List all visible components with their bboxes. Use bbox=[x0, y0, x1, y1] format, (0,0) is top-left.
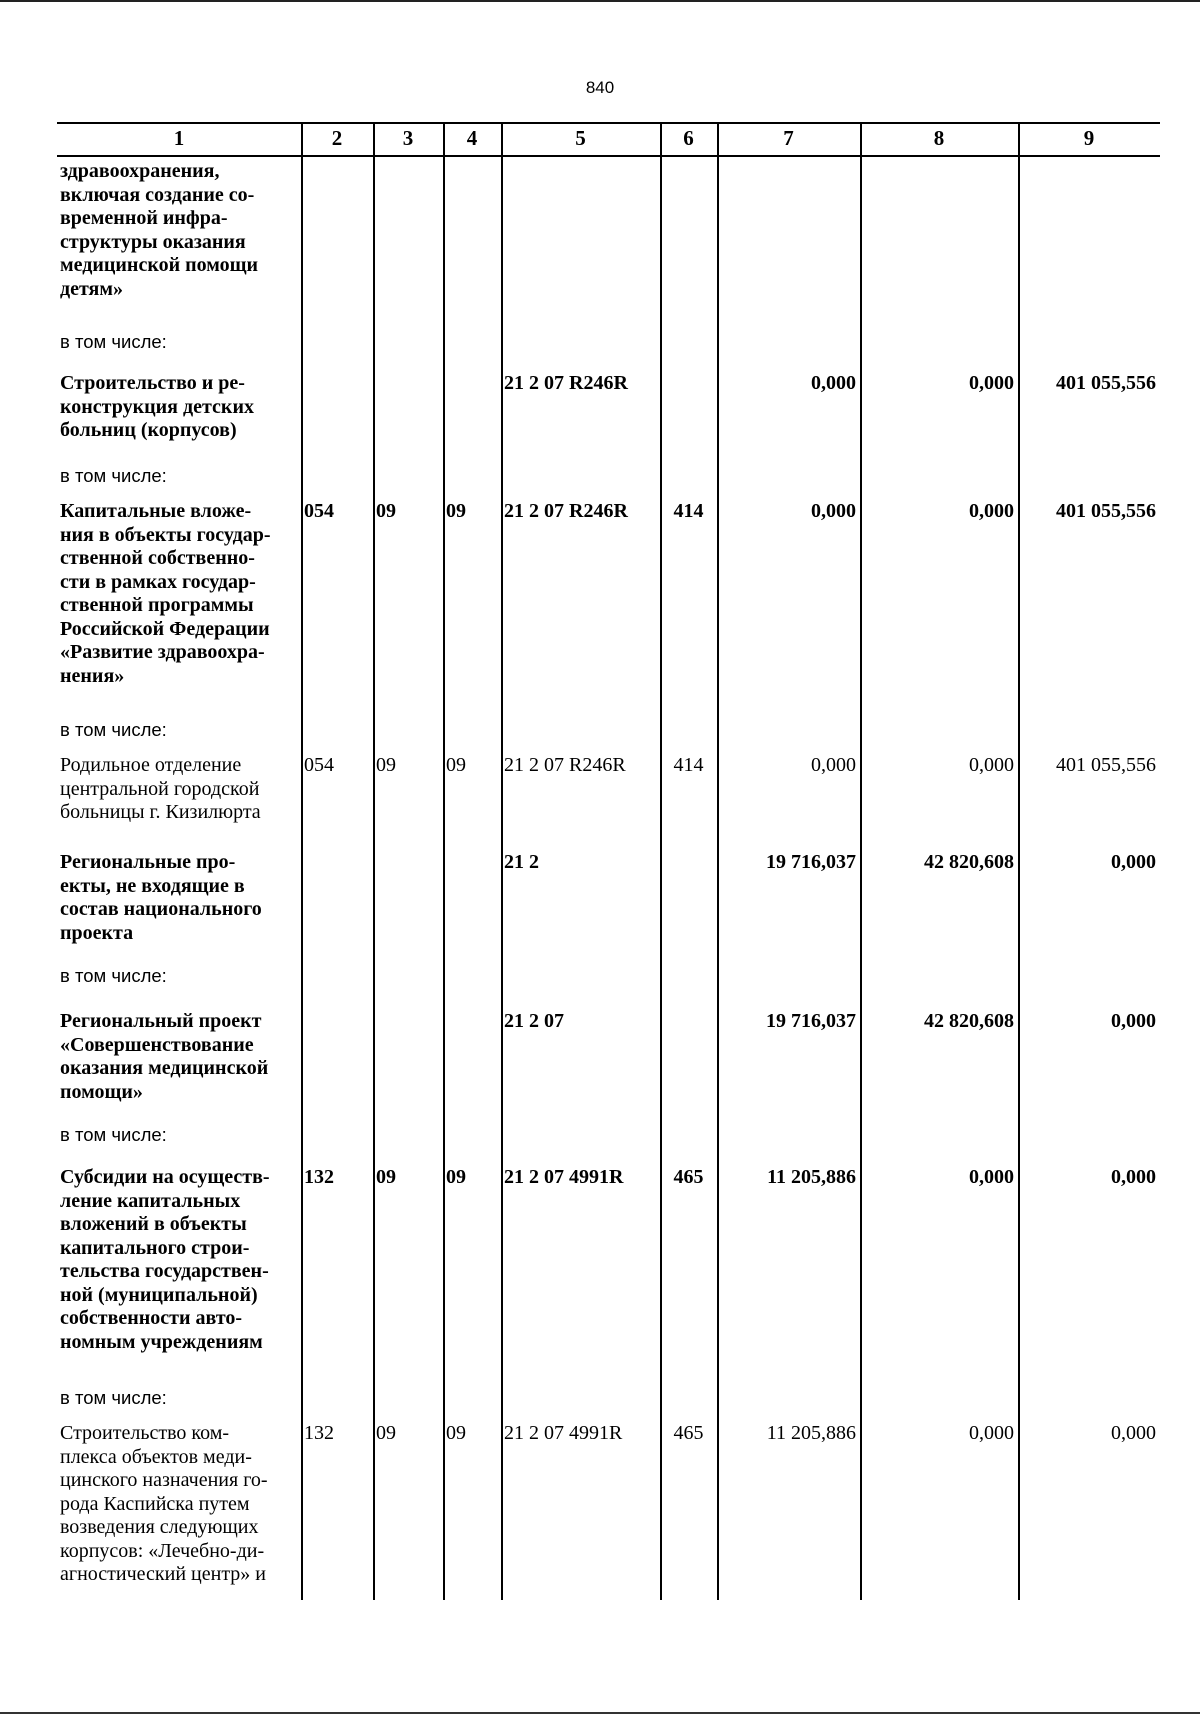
cell-col-5: 21 2 07 4991R bbox=[504, 1166, 624, 1188]
cell-col-2: 132 bbox=[304, 1422, 334, 1444]
column-header-6: 6 bbox=[683, 126, 694, 150]
column-header-2: 2 bbox=[331, 126, 343, 150]
cell-col-9: 0,000 bbox=[1111, 851, 1156, 873]
column-header-8: 8 bbox=[933, 126, 945, 150]
cell-col-3: 09 bbox=[376, 1166, 396, 1188]
cell-col-4: 09 bbox=[446, 1166, 466, 1188]
cell-col-4: 09 bbox=[446, 1422, 466, 1444]
column-header-9: 9 bbox=[1083, 126, 1095, 150]
cell-col-6: 414 bbox=[673, 754, 704, 776]
cell-col-8: 0,000 bbox=[969, 1422, 1014, 1444]
column-divider bbox=[660, 122, 662, 1600]
subsection-label: в том числе: bbox=[60, 331, 167, 352]
row-description: здравоохранения, включая создание со- временной инфра- структуры оказания медицинской помощи детям» bbox=[60, 160, 259, 300]
column-header-1: 1 bbox=[173, 126, 185, 150]
cell-col-6: 465 bbox=[673, 1422, 704, 1444]
column-header-3: 3 bbox=[402, 126, 414, 150]
cell-col-5: 21 2 07 R246R bbox=[504, 754, 626, 776]
row-description: Региональный проект «Совершенствование оказания медицинской помощи» bbox=[60, 1010, 269, 1103]
page-number: 840 bbox=[585, 78, 615, 97]
cell-col-6: 465 bbox=[673, 1166, 704, 1188]
column-divider bbox=[373, 122, 375, 1600]
row-description: Строительство и ре- конструкция детских больниц (корпусов) bbox=[60, 372, 254, 441]
cell-col-3: 09 bbox=[376, 500, 396, 522]
cell-col-7: 11 205,886 bbox=[766, 1422, 856, 1444]
cell-col-9: 401 055,556 bbox=[1056, 372, 1156, 394]
cell-col-9: 401 055,556 bbox=[1056, 754, 1156, 776]
cell-col-8: 0,000 bbox=[969, 372, 1014, 394]
cell-col-8: 42 820,608 bbox=[924, 1010, 1014, 1032]
cell-col-2: 054 bbox=[304, 754, 334, 776]
subsection-label: в том числе: bbox=[60, 719, 167, 740]
cell-col-5: 21 2 07 R246R bbox=[504, 500, 628, 522]
cell-col-4: 09 bbox=[446, 754, 466, 776]
cell-col-9: 0,000 bbox=[1111, 1422, 1156, 1444]
cell-col-4: 09 bbox=[446, 500, 466, 522]
row-description: Региональные про- екты, не входящие в состав национального проекта bbox=[60, 851, 262, 944]
cell-col-7: 0,000 bbox=[811, 500, 856, 522]
cell-col-8: 0,000 bbox=[969, 500, 1014, 522]
cell-col-5: 21 2 07 4991R bbox=[504, 1422, 623, 1444]
scan-edge-top bbox=[0, 0, 1200, 2]
column-divider bbox=[501, 122, 503, 1600]
cell-col-2: 054 bbox=[304, 500, 334, 522]
cell-col-7: 19 716,037 bbox=[766, 1010, 856, 1032]
header-bottom-rule bbox=[57, 155, 1160, 157]
cell-col-5: 21 2 07 bbox=[504, 1010, 564, 1032]
cell-col-9: 401 055,556 bbox=[1056, 500, 1156, 522]
column-header-7: 7 bbox=[783, 126, 794, 150]
row-description: Родильное отделение центральной городской больницы г. Кизилюрта bbox=[60, 754, 261, 823]
subsection-label: в том числе: bbox=[60, 1124, 167, 1145]
cell-col-2: 132 bbox=[304, 1166, 334, 1188]
cell-col-5: 21 2 07 R246R bbox=[504, 372, 628, 394]
cell-col-5: 21 2 bbox=[504, 851, 539, 873]
cell-col-6: 414 bbox=[673, 500, 704, 522]
column-header-4: 4 bbox=[466, 126, 478, 150]
row-description: Капитальные вложе- ния в объекты государ- ственной собственно- сти в рамках государ- ственной программы Российской Федерации «Развитие здравоохра- нения» bbox=[60, 500, 271, 687]
column-divider bbox=[443, 122, 445, 1600]
cell-col-7: 11 205,886 bbox=[767, 1166, 856, 1188]
row-description: Строительство ком- плекса объектов меди- цинского назначения го- рода Каспийска путем возведения следующих корпусов: «Лечебно-ди- агностический центр» и bbox=[60, 1422, 268, 1585]
subsection-label: в том числе: bbox=[60, 465, 167, 486]
column-header-5: 5 bbox=[575, 126, 586, 150]
scan-edge-bottom bbox=[0, 1712, 1200, 1714]
subsection-label: в том числе: bbox=[60, 965, 167, 986]
cell-col-7: 0,000 bbox=[811, 372, 856, 394]
cell-col-9: 0,000 bbox=[1111, 1166, 1156, 1188]
cell-col-8: 0,000 bbox=[969, 1166, 1014, 1188]
row-description: Субсидии на осуществ- ление капитальных вложений в объекты капитального строи- тельства государствен- ной (муниципальной) собственности авто- номным учреждениям bbox=[60, 1166, 270, 1353]
cell-col-9: 0,000 bbox=[1111, 1010, 1156, 1032]
column-divider bbox=[301, 122, 303, 1600]
cell-col-7: 0,000 bbox=[811, 754, 856, 776]
cell-col-3: 09 bbox=[376, 754, 396, 776]
cell-col-3: 09 bbox=[376, 1422, 396, 1444]
subsection-label: в том числе: bbox=[60, 1387, 167, 1408]
cell-col-8: 0,000 bbox=[969, 754, 1014, 776]
cell-col-8: 42 820,608 bbox=[924, 851, 1014, 873]
cell-col-7: 19 716,037 bbox=[766, 851, 856, 873]
table-top-rule bbox=[57, 122, 1160, 124]
